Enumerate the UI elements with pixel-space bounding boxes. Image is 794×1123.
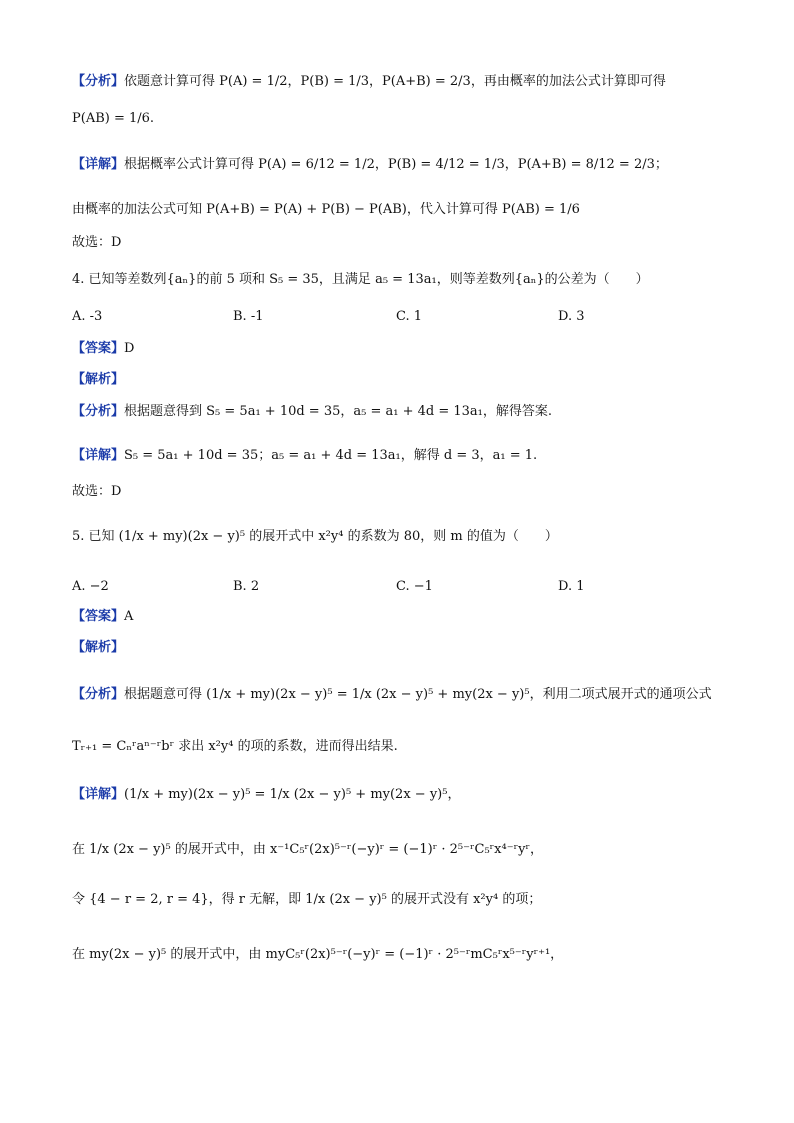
section-label: 【分析】 [72, 687, 125, 702]
text-line-fenxi-3a [72, 75, 666, 88]
text-line-answer-4: 故选：D [72, 484, 122, 499]
text-line-fenxi-5b: Tᵣ₊₁ = Cₙʳaⁿ⁻ʳbʳ 求出 x²y⁴ 的项的系数，进而得出结果. [72, 739, 398, 754]
q5-opt-d: D. 1 [558, 579, 585, 594]
section-label: 【解析】 [72, 640, 125, 655]
section-label: 【分析】 [72, 404, 125, 419]
text-line-daan-4 [72, 342, 134, 355]
section-label: 【解析】 [72, 372, 125, 387]
section-text: S₅ = 5a₁ + 10d = 35；a₅ = a₁ + 4d = 13a₁，解得 d = 3，a₁ = 1. [124, 448, 538, 463]
section-label: 【答案】 [72, 341, 125, 356]
section-text: (1/x + my)(2x − y)⁵ = 1/x (2x − y)⁵ + my(2x − y)⁵， [124, 787, 461, 802]
section-text: A [124, 609, 134, 624]
q4-opt-c: C. 1 [396, 309, 423, 324]
section-text: D [124, 341, 135, 356]
q4-opt-b: B. -1 [233, 309, 264, 324]
q5-opt-a: A. −2 [72, 579, 109, 594]
text-line-jiexi-4 [72, 373, 124, 386]
section-label: 【答案】 [72, 609, 125, 624]
q4-opt-a: A. -3 [72, 309, 103, 324]
text-line-fenxi-5a [72, 688, 712, 701]
text-line-xiangjie-5a [72, 788, 460, 801]
text-line-daan-5 [72, 610, 133, 623]
q5-opt-c: C. −1 [396, 579, 433, 594]
text-line-xiangjie-3a [72, 158, 668, 171]
section-text: 根据题意得到 S₅ = 5a₁ + 10d = 35，a₅ = a₁ + 4d = 13a₁，解得答案. [124, 404, 553, 419]
section-label: 【详解】 [72, 448, 125, 463]
text-line-q4: 4. 已知等差数列{aₙ}的前 5 项和 S₅ = 35，且满足 a₅ = 13a₁，则等差数列{aₙ}的公差为（ ） [72, 272, 649, 287]
section-text: 根据概率公式计算可得 P(A) = 6/12 = 1/2，P(B) = 4/12 = 1/3，P(A+B) = 8/12 = 2/3； [124, 157, 668, 172]
text-line-xiangjie-5d: 在 my(2x − y)⁵ 的展开式中，由 myC₅ʳ(2x)⁵⁻ʳ(−y)ʳ = (−1)ʳ · 2⁵⁻ʳmC₅ʳx⁵⁻ʳyʳ⁺¹， [72, 947, 564, 962]
text-line-fenxi-4 [72, 405, 552, 418]
text-line-q5: 5. 已知 (1/x + my)(2x − y)⁵ 的展开式中 x²y⁴ 的系数为 80，则 m 的值为（ ） [72, 529, 558, 544]
text-line-xiangjie-5b: 在 1/x (2x − y)⁵ 的展开式中，由 x⁻¹C₅ʳ(2x)⁵⁻ʳ(−y)ʳ = (−1)ʳ · 2⁵⁻ʳC₅ʳx⁴⁻ʳyʳ， [72, 842, 543, 857]
text-line-answer-3: 故选：D [72, 235, 122, 250]
section-label: 【分析】 [72, 74, 125, 89]
q5-opt-b: B. 2 [233, 579, 260, 594]
section-label: 【详解】 [72, 157, 125, 172]
text-line-xiangjie-3b: 由概率的加法公式可知 P(A+B) = P(A) + P(B) − P(AB)，代入计算可得 P(AB) = 1/6 [72, 202, 580, 217]
section-label: 【详解】 [72, 787, 125, 802]
text-line-fenxi-3b: P(AB) = 1/6. [72, 111, 155, 126]
section-text: 依题意计算可得 P(A) = 1/2，P(B) = 1/3，P(A+B) = 2/3，再由概率的加法公式计算即可得 [124, 74, 666, 89]
text-line-xiangjie-4 [72, 449, 537, 462]
text-line-jiexi-5 [72, 641, 124, 654]
text-line-xiangjie-5c: 令 {4 − r = 2, r = 4}，得 r 无解，即 1/x (2x − y)⁵ 的展开式没有 x²y⁴ 的项； [72, 892, 542, 907]
q4-opt-d: D. 3 [558, 309, 585, 324]
section-text: 根据题意可得 (1/x + my)(2x − y)⁵ = 1/x (2x − y)⁵ + my(2x − y)⁵，利用二项式展开式的通项公式 [124, 687, 712, 702]
